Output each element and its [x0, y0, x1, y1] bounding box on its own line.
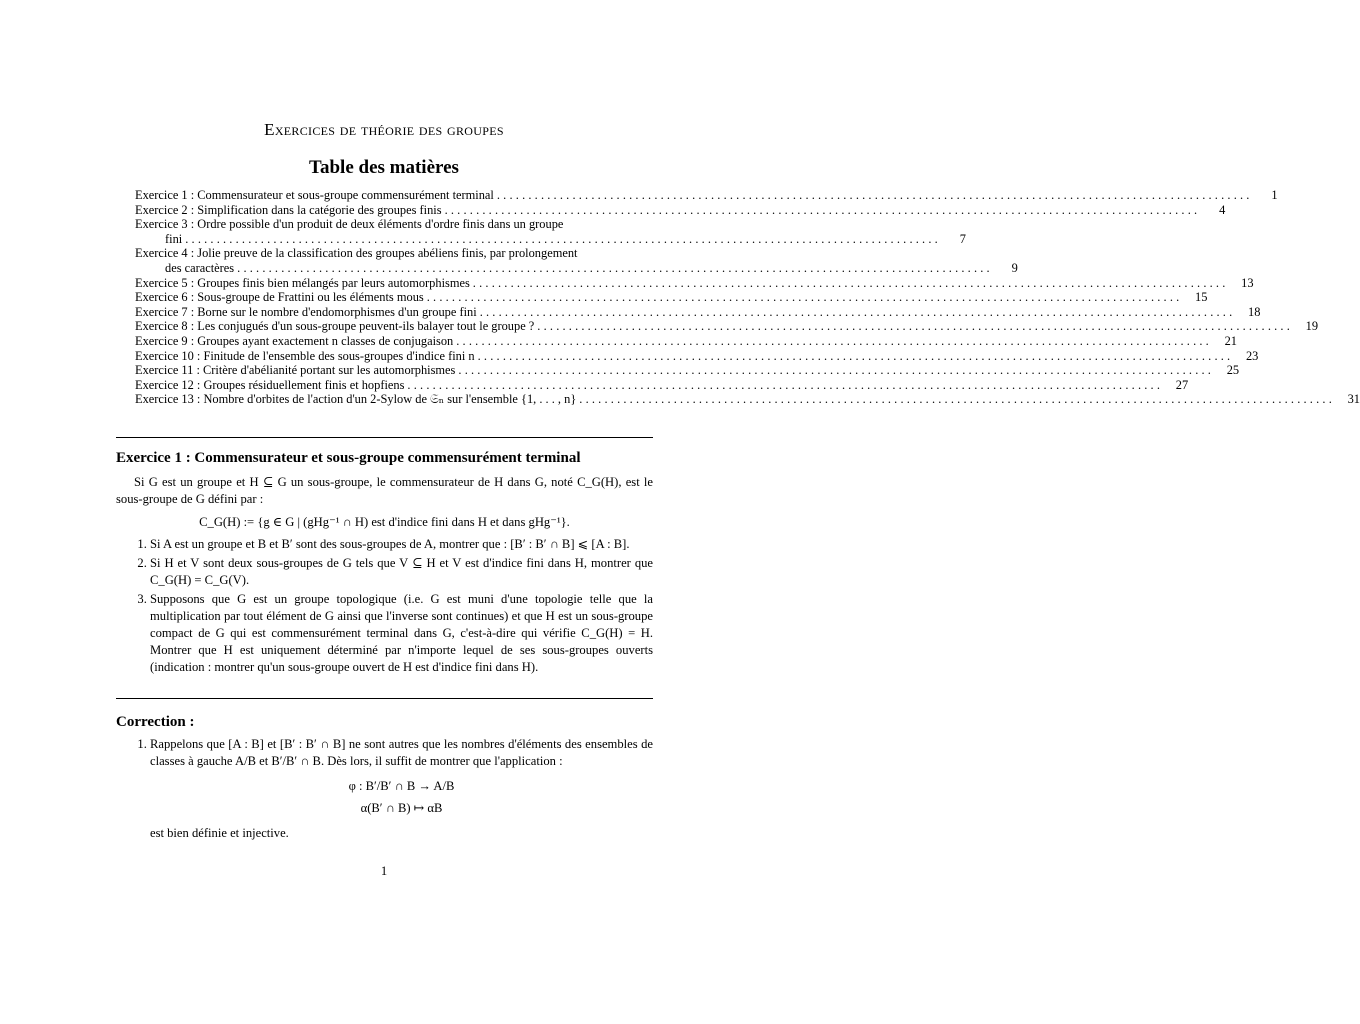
- toc-line: [135, 202, 1226, 218]
- correction-item-text: Rappelons que [A : B] et [B′ : B′ ∩ B] ne sont autres que les nombres d'éléments des ensembles de classes à gauche A/B et B′/B′ ∩ B. Dès lors, il suffit de montrer que l'application :: [150, 737, 653, 768]
- document-title: Exercices de théorie des groupes: [264, 120, 504, 139]
- toc-line: [135, 260, 1018, 276]
- toc-entry[interactable]: [135, 290, 1208, 305]
- toc-entry-text: Exercice 9 : Groupes ayant exactement n classes de conjugaison: [135, 333, 454, 348]
- toc-entry[interactable]: [135, 319, 1319, 334]
- page-number: 1: [380, 864, 388, 878]
- toc-entry[interactable]: [135, 377, 1189, 393]
- toc-page-number: 21: [1224, 333, 1237, 348]
- toc-entry[interactable]: [135, 363, 1240, 378]
- correction-item: [150, 736, 653, 842]
- toc-line: [135, 304, 1261, 320]
- map-definition-line-2: α(B′ ∩ B) ↦ αB: [360, 801, 443, 815]
- toc-leader-dots: ........................................................................................................................: [456, 333, 1212, 348]
- toc-leader-dots: ........................................................................................................................: [426, 290, 1183, 305]
- toc-entry-text: Exercice 1 : Commensurateur et sous-groupe commensurément terminal: [135, 188, 494, 202]
- toc-entry-text: Exercice 11 : Critère d'abélianité portant sur les automorphismes: [135, 363, 456, 378]
- toc-page-number: 9: [1011, 260, 1018, 275]
- toc-line: [135, 363, 1240, 378]
- correction-conclusion: est bien définie et injective.: [150, 826, 289, 840]
- correction-section: [116, 712, 653, 844]
- toc-leader-dots: ........................................................................................................................: [444, 202, 1201, 217]
- toc-entry-text: Exercice 3 : Ordre possible d'un produit de deux éléments d'ordre finis dans un groupe: [135, 217, 564, 232]
- section-divider-bottom: [116, 698, 653, 699]
- toc-entry[interactable]: [135, 333, 1237, 349]
- toc-page-number: 23: [1245, 348, 1259, 363]
- toc-page-number: 15: [1195, 290, 1208, 305]
- toc-entry-text: Exercice 5 : Groupes finis bien mélangés par leurs automorphismes: [135, 275, 470, 290]
- toc-entry-text: Exercice 8 : Les conjugués d'un sous-groupe peuvent-ils balayer tout le groupe ?: [135, 319, 535, 334]
- exercise-title: Exercice 1 : Commensurateur et sous-groupe commensurément terminal: [116, 450, 581, 466]
- toc-page-number: 4: [1219, 202, 1226, 217]
- toc-entry-text: des caractères: [165, 260, 235, 275]
- toc-leader-dots: ........................................................................................................................: [472, 275, 1229, 290]
- toc-line: [135, 217, 653, 232]
- toc-page-number: 25: [1226, 363, 1240, 378]
- exercise-intro: Si G est un groupe et H ⊆ G un sous-groupe, le commensurateur de H dans G, noté C_G(H), est le sous-groupe de G défini par :: [116, 475, 653, 506]
- table-of-contents: [135, 188, 1360, 407]
- toc-page-number: 18: [1248, 304, 1261, 319]
- exercise-question: 2. Si H et V sont deux sous-groupes de G tels que V ⊆ H et V est d'indice fini dans H, montrer que C_G(H) = C_G(V).: [150, 555, 653, 589]
- toc-entry[interactable]: [135, 348, 1259, 364]
- commensurator-formula: C_G(H) := {g ∈ G | (gHg⁻¹ ∩ H) est d'indice fini dans H et dans gHg⁻¹}.: [199, 515, 570, 529]
- toc-entry[interactable]: [135, 304, 1261, 320]
- section-divider-top: [116, 437, 653, 438]
- toc-page-number: 7: [959, 231, 966, 246]
- toc-leader-dots: ........................................................................................................................: [537, 319, 1294, 334]
- toc-leader-dots: ........................................................................................................................: [496, 188, 1253, 202]
- toc-page-number: 13: [1241, 275, 1254, 290]
- exercise-question: 1. Si A est un groupe et B et B′ sont des sous-groupes de A, montrer que : [B′ : B′ ∩ B] ⩽ [A : B].: [150, 536, 653, 553]
- toc-entry-text: Exercice 4 : Jolie preuve de la classification des groupes abéliens finis, par prolongement: [135, 246, 578, 261]
- toc-line: [135, 231, 966, 247]
- toc-page-number: 31: [1347, 392, 1360, 407]
- toc-entry-text: Exercice 2 : Simplification dans la catégorie des groupes finis: [135, 202, 442, 217]
- toc-entry-text: Exercice 10 : Finitude de l'ensemble des sous-groupes d'indice fini n: [135, 348, 475, 363]
- toc-line: [135, 392, 1360, 407]
- toc-page-number: 1: [1271, 188, 1278, 202]
- toc-entry-text: Exercice 6 : Sous-groupe de Frattini ou les éléments mous: [135, 290, 424, 305]
- toc-heading: Table des matières: [309, 157, 459, 178]
- toc-page-number: 19: [1305, 319, 1319, 334]
- toc-leader-dots: ........................................................................................................................: [237, 260, 993, 275]
- toc-leader-dots: ........................................................................................................................: [185, 231, 941, 246]
- map-definition-line-1: φ : B′/B′ ∩ B → A/B: [348, 779, 455, 793]
- toc-entry-text: Exercice 12 : Groupes résiduellement finis et hopfiens: [135, 377, 405, 392]
- toc-line: [135, 246, 653, 261]
- toc-line: [135, 333, 1237, 349]
- toc-line: [135, 275, 1254, 291]
- exercise-question-list: [116, 536, 653, 676]
- exercise-section: [116, 448, 653, 678]
- toc-line: [135, 188, 1278, 203]
- correction-title: Correction :: [116, 714, 195, 730]
- toc-line: [135, 290, 1208, 305]
- toc-entry[interactable]: [135, 275, 1254, 291]
- toc-entry[interactable]: [135, 202, 1226, 218]
- toc-leader-dots: ........................................................................................................................: [479, 304, 1236, 319]
- toc-entry-text: fini: [165, 231, 183, 246]
- toc-entry-text: Exercice 7 : Borne sur le nombre d'endomorphismes d'un groupe fini: [135, 304, 477, 319]
- toc-line: [135, 377, 1189, 393]
- toc-leader-dots: ........................................................................................................................: [458, 363, 1215, 378]
- toc-entry[interactable]: [135, 188, 1278, 203]
- toc-entry[interactable]: [135, 392, 1360, 407]
- toc-page-number: 27: [1175, 377, 1189, 392]
- toc-leader-dots: ........................................................................................................................: [579, 392, 1335, 407]
- toc-line: [135, 348, 1259, 364]
- correction-list: [116, 736, 653, 842]
- exercise-question: 3. Supposons que G est un groupe topologique (i.e. G est muni d'une topologie telle que la multiplication par tout élément de G ainsi que l'inverse sont continues) et que H est un sous-groupe compact de G qui est commensurément terminal dans G, c'est-à-dire qui vérifie C_G(H) = H. Montrer que H est uniquement déterminé par n'importe lequel de ses sous-groupes ouverts (indication : montrer qu'un sous-groupe ouvert de H est d'indice fini dans H).: [150, 591, 653, 676]
- toc-leader-dots: ........................................................................................................................: [407, 377, 1164, 392]
- toc-entry[interactable]: [135, 246, 1018, 275]
- toc-entry-text: Exercice 13 : Nombre d'orbites de l'action d'un 2-Sylow de 𝔖ₙ sur l'ensemble {1, . . . , n}: [135, 392, 577, 407]
- toc-line: [135, 319, 1319, 334]
- toc-leader-dots: ........................................................................................................................: [477, 348, 1234, 363]
- toc-entry[interactable]: [135, 217, 966, 246]
